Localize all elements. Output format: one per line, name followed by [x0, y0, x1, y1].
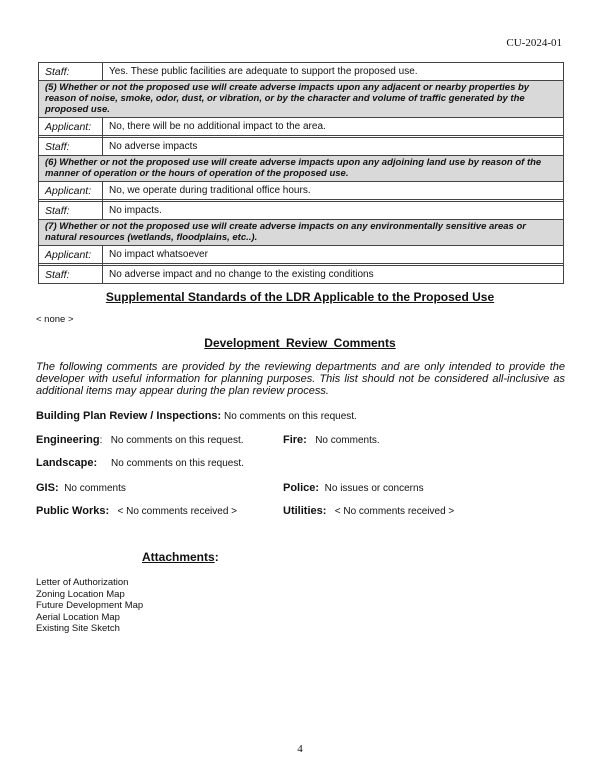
- list-item: Aerial Location Map: [36, 611, 120, 623]
- attachments-heading: Attachments:: [142, 550, 219, 564]
- table-row: [39, 202, 564, 220]
- list-item: Future Development Map: [36, 600, 144, 611]
- table-row: [39, 63, 564, 81]
- public-works-comment: [36, 505, 237, 517]
- fire-label: Fire:: [283, 434, 307, 446]
- gis-value: No comments: [64, 483, 126, 494]
- document-id: CU-2024-01: [506, 37, 562, 49]
- fire-comment: [283, 434, 380, 446]
- gis-comment: [36, 482, 126, 494]
- list-item: Existing Site Sketch: [36, 623, 120, 634]
- landscape-comment: [36, 457, 244, 469]
- engineering-comment: Engineering: No comments on this request.: [36, 434, 244, 446]
- public-works-label: Public Works:: [36, 505, 110, 517]
- police-value: No issues or concerns: [324, 483, 424, 494]
- page-number: 4: [297, 743, 303, 755]
- applicant-response: No impact whatsoever: [103, 246, 564, 264]
- police-label: Police:: [283, 482, 320, 494]
- role-label: Staff:: [39, 266, 103, 284]
- criterion-question: (7) Whether or not the proposed use will create adverse impacts on any environmentally sensitive areas or natural resources (wetlands, floodplains, etc..).: [39, 220, 564, 246]
- attachments-list: [36, 577, 143, 635]
- landscape-value: No comments on this request.: [111, 458, 244, 469]
- public-works-value: < No comments received >: [117, 506, 237, 517]
- role-label: Staff:: [39, 138, 103, 156]
- staff-response: No adverse impacts: [103, 138, 564, 156]
- role-label: Applicant:: [39, 246, 103, 264]
- building-value: No comments on this request.: [223, 411, 357, 422]
- criterion-question: (6) Whether or not the proposed use will create adverse impacts upon any adjoining land use by reason of the manner of operation or the hours of operation of the proposed use.: [39, 156, 564, 182]
- criterion-5-row: [39, 81, 564, 118]
- fire-value: No comments.: [315, 435, 380, 446]
- development-review-heading: Development Review Comments: [204, 336, 396, 350]
- development-review-intro: The following comments are provided by the reviewing departments and are only intended to provide the developer with useful information for planning purposes. This list should not be considered all-inclusive as additional items may appear during the plan review process.: [36, 361, 565, 397]
- table-row: [39, 246, 564, 264]
- staff-response: No impacts.: [103, 202, 564, 220]
- criterion-7-row: [39, 220, 564, 246]
- applicant-response: No, there will be no additional impact to the area.: [103, 118, 564, 136]
- role-label: Applicant:: [39, 182, 103, 200]
- table-row: [39, 182, 564, 200]
- supplemental-standards-value: < none >: [36, 314, 74, 325]
- utilities-label: Utilities:: [283, 505, 327, 517]
- landscape-label: Landscape:: [36, 457, 98, 469]
- role-label: Staff:: [39, 63, 103, 81]
- criterion-6-row: [39, 156, 564, 182]
- engineering-value: No comments on this request.: [110, 435, 244, 446]
- gis-label: GIS:: [36, 482, 59, 494]
- review-criteria-table: [38, 62, 564, 284]
- staff-response: No adverse impact and no change to the existing conditions: [103, 266, 564, 284]
- table-row: [39, 118, 564, 136]
- list-item: Zoning Location Map: [36, 588, 125, 600]
- applicant-response: No, we operate during traditional office hours.: [103, 182, 564, 200]
- criterion-question: (5) Whether or not the proposed use will create adverse impacts upon any adjacent or nearby properties by reason of noise, smoke, odor, dust, or vibration, or by the character and volume of traffic generated by the proposed use.: [39, 81, 564, 118]
- engineering-label: Engineering: [36, 434, 100, 446]
- supplemental-standards-heading: Supplemental Standards of the LDR Applicable to the Proposed Use: [105, 290, 495, 304]
- building-comment: [36, 410, 357, 422]
- utilities-comment: [283, 505, 454, 517]
- role-label: Applicant:: [39, 118, 103, 136]
- building-label: Building Plan Review / Inspections:: [36, 410, 222, 422]
- utilities-value: < No comments received >: [334, 506, 455, 517]
- police-comment: [283, 482, 424, 494]
- role-label: Staff:: [39, 202, 103, 220]
- table-row: [39, 138, 564, 156]
- list-item: Letter of Authorization: [36, 577, 129, 588]
- table-row: [39, 266, 564, 284]
- staff-response: Yes. These public facilities are adequate to support the proposed use.: [103, 63, 564, 81]
